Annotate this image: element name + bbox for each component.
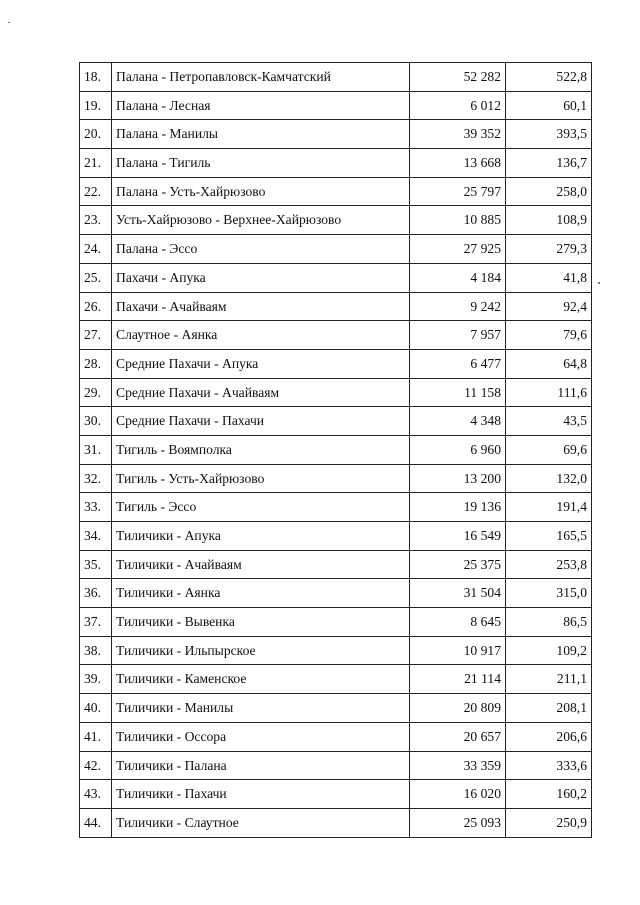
distance-value: 20 809 — [410, 694, 506, 723]
row-number: 18. — [80, 63, 112, 92]
row-number: 40. — [80, 694, 112, 723]
row-number: 30. — [80, 407, 112, 436]
table-row — [80, 665, 592, 694]
route-name: Тиличики - Палана — [112, 751, 410, 780]
route-name: Тиличики - Вывенка — [112, 608, 410, 637]
table-row — [80, 722, 592, 751]
route-name: Средние Пахачи - Ачайваям — [112, 378, 410, 407]
table-row — [80, 522, 592, 551]
row-number: 28. — [80, 349, 112, 378]
table-row — [80, 751, 592, 780]
cost-value: 108,9 — [506, 206, 592, 235]
route-name: Тигиль - Воямполка — [112, 435, 410, 464]
table-row — [80, 206, 592, 235]
table-row — [80, 321, 592, 350]
row-number: 32. — [80, 464, 112, 493]
distance-value: 4 348 — [410, 407, 506, 436]
table-row — [80, 263, 592, 292]
route-name: Палана - Эссо — [112, 235, 410, 264]
route-name: Тиличики - Каменское — [112, 665, 410, 694]
row-number: 33. — [80, 493, 112, 522]
route-name: Палана - Манилы — [112, 120, 410, 149]
row-number: 43. — [80, 780, 112, 809]
table-row — [80, 91, 592, 120]
table-row — [80, 435, 592, 464]
distance-value: 10 917 — [410, 636, 506, 665]
distance-value: 19 136 — [410, 493, 506, 522]
table-row — [80, 120, 592, 149]
cost-value: 522,8 — [506, 63, 592, 92]
distance-value: 16 020 — [410, 780, 506, 809]
cost-value: 43,5 — [506, 407, 592, 436]
route-name: Палана - Тигиль — [112, 149, 410, 178]
cost-value: 333,6 — [506, 751, 592, 780]
row-number: 39. — [80, 665, 112, 694]
route-name: Палана - Петропавловск-Камчатский — [112, 63, 410, 92]
table-row — [80, 579, 592, 608]
row-number: 41. — [80, 722, 112, 751]
cost-value: 253,8 — [506, 550, 592, 579]
table-row — [80, 464, 592, 493]
cost-value: 41,8 — [506, 263, 592, 292]
row-number: 24. — [80, 235, 112, 264]
table-row — [80, 636, 592, 665]
distance-value: 25 093 — [410, 808, 506, 837]
distance-value: 13 668 — [410, 149, 506, 178]
distance-value: 6 960 — [410, 435, 506, 464]
cost-value: 191,4 — [506, 493, 592, 522]
route-name: Тигиль - Усть-Хайрюзово — [112, 464, 410, 493]
table-row — [80, 292, 592, 321]
cost-value: 111,6 — [506, 378, 592, 407]
cost-value: 258,0 — [506, 177, 592, 206]
row-number: 36. — [80, 579, 112, 608]
distance-value: 4 184 — [410, 263, 506, 292]
row-number: 22. — [80, 177, 112, 206]
distance-value: 10 885 — [410, 206, 506, 235]
route-name: Средние Пахачи - Пахачи — [112, 407, 410, 436]
distance-value: 11 158 — [410, 378, 506, 407]
route-name: Тиличики - Апука — [112, 522, 410, 551]
routes-table-body — [80, 63, 592, 838]
route-name: Средние Пахачи - Апука — [112, 349, 410, 378]
cost-value: 208,1 — [506, 694, 592, 723]
cost-value: 250,9 — [506, 808, 592, 837]
distance-value: 8 645 — [410, 608, 506, 637]
cost-value: 315,0 — [506, 579, 592, 608]
route-name: Тигиль - Эссо — [112, 493, 410, 522]
scan-speck — [598, 282, 600, 284]
table-row — [80, 694, 592, 723]
route-name: Палана - Лесная — [112, 91, 410, 120]
distance-value: 6 477 — [410, 349, 506, 378]
route-name: Слаутное - Аянка — [112, 321, 410, 350]
distance-value: 25 797 — [410, 177, 506, 206]
distance-value: 9 242 — [410, 292, 506, 321]
row-number: 20. — [80, 120, 112, 149]
cost-value: 211,1 — [506, 665, 592, 694]
scan-speck — [8, 22, 10, 23]
distance-value: 39 352 — [410, 120, 506, 149]
cost-value: 136,7 — [506, 149, 592, 178]
row-number: 35. — [80, 550, 112, 579]
row-number: 26. — [80, 292, 112, 321]
table-row — [80, 407, 592, 436]
row-number: 34. — [80, 522, 112, 551]
row-number: 31. — [80, 435, 112, 464]
cost-value: 60,1 — [506, 91, 592, 120]
distance-value: 52 282 — [410, 63, 506, 92]
cost-value: 160,2 — [506, 780, 592, 809]
cost-value: 132,0 — [506, 464, 592, 493]
row-number: 19. — [80, 91, 112, 120]
table-row — [80, 493, 592, 522]
distance-value: 25 375 — [410, 550, 506, 579]
distance-value: 7 957 — [410, 321, 506, 350]
cost-value: 86,5 — [506, 608, 592, 637]
table-row — [80, 780, 592, 809]
cost-value: 79,6 — [506, 321, 592, 350]
row-number: 29. — [80, 378, 112, 407]
route-name: Тиличики - Оссора — [112, 722, 410, 751]
table-row — [80, 149, 592, 178]
route-name: Пахачи - Апука — [112, 263, 410, 292]
table-row — [80, 550, 592, 579]
distance-value: 27 925 — [410, 235, 506, 264]
table-row — [80, 63, 592, 92]
row-number: 37. — [80, 608, 112, 637]
distance-value: 6 012 — [410, 91, 506, 120]
table-row — [80, 808, 592, 837]
row-number: 42. — [80, 751, 112, 780]
distance-value: 20 657 — [410, 722, 506, 751]
table-row — [80, 177, 592, 206]
row-number: 27. — [80, 321, 112, 350]
cost-value: 206,6 — [506, 722, 592, 751]
route-name: Тиличики - Ачайваям — [112, 550, 410, 579]
distance-value: 21 114 — [410, 665, 506, 694]
route-name: Тиличики - Пахачи — [112, 780, 410, 809]
cost-value: 165,5 — [506, 522, 592, 551]
distance-value: 13 200 — [410, 464, 506, 493]
row-number: 38. — [80, 636, 112, 665]
cost-value: 393,5 — [506, 120, 592, 149]
row-number: 23. — [80, 206, 112, 235]
row-number: 21. — [80, 149, 112, 178]
table-row — [80, 378, 592, 407]
route-name: Тиличики - Аянка — [112, 579, 410, 608]
table-row — [80, 608, 592, 637]
route-name: Палана - Усть-Хайрюзово — [112, 177, 410, 206]
routes-table — [79, 62, 592, 838]
route-name: Пахачи - Ачайваям — [112, 292, 410, 321]
route-name: Тиличики - Слаутное — [112, 808, 410, 837]
route-name: Тиличики - Ильпырское — [112, 636, 410, 665]
distance-value: 31 504 — [410, 579, 506, 608]
row-number: 44. — [80, 808, 112, 837]
table-row — [80, 235, 592, 264]
table-row — [80, 349, 592, 378]
cost-value: 109,2 — [506, 636, 592, 665]
cost-value: 69,6 — [506, 435, 592, 464]
route-name: Тиличики - Манилы — [112, 694, 410, 723]
distance-value: 16 549 — [410, 522, 506, 551]
cost-value: 92,4 — [506, 292, 592, 321]
route-name: Усть-Хайрюзово - Верхнее-Хайрюзово — [112, 206, 410, 235]
cost-value: 64,8 — [506, 349, 592, 378]
row-number: 25. — [80, 263, 112, 292]
cost-value: 279,3 — [506, 235, 592, 264]
distance-value: 33 359 — [410, 751, 506, 780]
